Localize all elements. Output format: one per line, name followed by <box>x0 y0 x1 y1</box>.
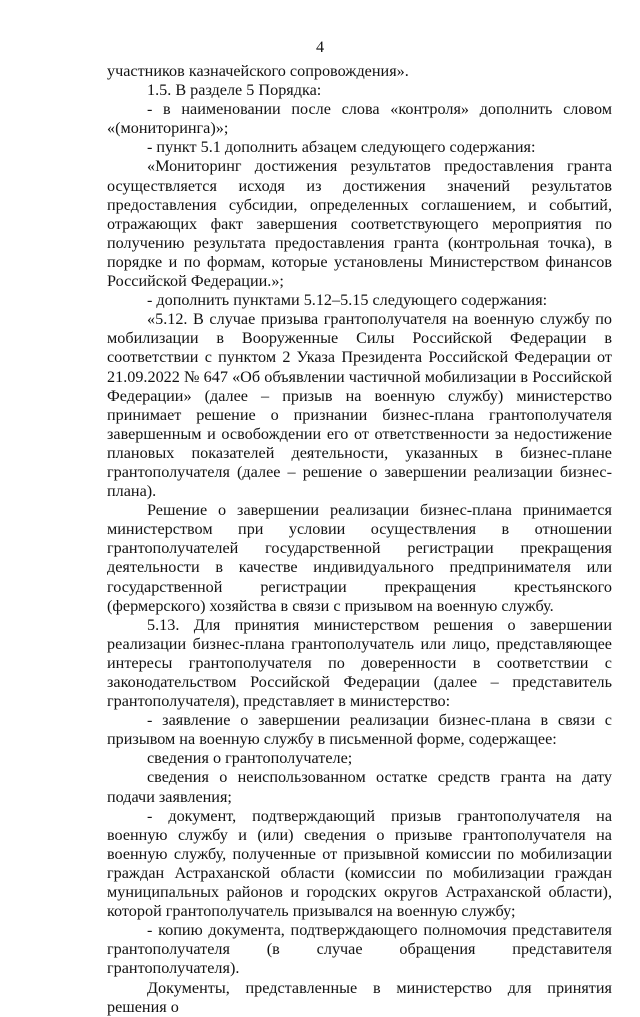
paragraph: 5.13. Для принятия министерством решения о завершении реализации бизнес-плана грантополучатель или лицо, представляющее интересы грантополучателя по доверенности в соответствии с законодательством Российской Федерации (далее – представитель грантополучателя), представляет в министерство: <box>107 615 612 711</box>
document-body <box>107 62 612 1017</box>
paragraph: - пункт 5.1 дополнить абзацем следующего содержания: <box>147 138 536 157</box>
paragraph: сведения о неиспользованном остатке средств гранта на дату подачи заявления; <box>107 768 612 806</box>
paragraph: «Мониторинг достижения результатов предоставления гранта осуществляется исходя из достижения значений результатов предоставления субсидии, определенных соглашением, и событий, отражающих факт завершения соответствующего мероприятия по получению результата предоставления гранта (контрольная точка), в порядке и по формам, которые установлены Министерством финансов Российской Федерации.»; <box>107 157 612 291</box>
paragraph: - дополнить пунктами 5.12–5.15 следующего содержания: <box>147 291 548 310</box>
paragraph: «5.12. В случае призыва грантополучателя на военную службу по мобилизации в Вооруженные Силы Российской Федерации в соответствии с пунктом 2 Указа Президента Российской Федерации от 21.09.2022 № 647 «Об объявлении частичной мобилизации в Российской Федерации» (далее – призыв на военную службу) министерство принимает решение о признании бизнес-плана грантополучателя завершенным и освобождении его от ответственности за недостижение плановых показателей деятельности, указанных в бизнес-плане грантополучателя (далее – решение о завершении реализации бизнес-плана). <box>107 310 612 501</box>
paragraph: Решение о завершении реализации бизнес-плана принимается министерством при условии осуществления в отношении грантополучателей государственной регистрации прекращения деятельности в качестве индивидуального предпринимателя или государственной регистрации прекращения крестьянского (фермерского) хозяйства в связи с призывом на военную службу. <box>107 501 612 615</box>
paragraph: Документы, представленные в министерство для принятия решения о <box>107 978 612 1016</box>
paragraph: - заявление о завершении реализации бизнес-плана в связи с призывом на военную службу в письменной форме, содержащее: <box>107 711 612 749</box>
paragraph: - копию документа, подтверждающего полномочия представителя грантополучателя (в случае обращения представителя грантополучателя). <box>107 921 612 978</box>
page-number: 4 <box>315 38 325 56</box>
paragraph: 1.5. В разделе 5 Порядка: <box>147 81 322 100</box>
paragraph: сведения о грантополучателе; <box>147 749 353 768</box>
paragraph: - в наименовании после слова «контроля» дополнить словом «(мониторинга)»; <box>107 100 612 138</box>
paragraph: - документ, подтверждающий призыв грантополучателя на военную службу и (или) сведения о призыве грантополучателя на военную службу, полученные от призывной комиссии по мобилизации граждан Астраханской области (комиссии по мобилизации граждан муниципальных районов и городских округов Астраханской области), которой грантополучатель призывался на военную службу; <box>107 806 612 921</box>
paragraph: участников казначейского сопровождения». <box>107 62 409 80</box>
